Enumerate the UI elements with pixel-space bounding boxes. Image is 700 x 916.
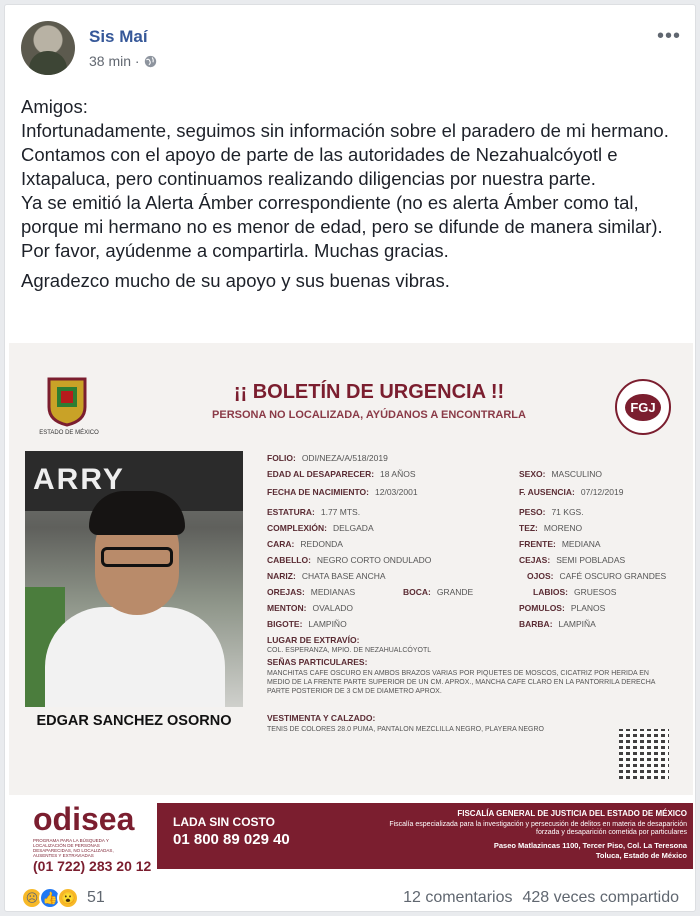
address-line-1: Paseo Matlazincas 1100, Tercer Piso, Col. La Teresona: [493, 841, 687, 850]
field-frente: FRENTE: MEDIANA: [519, 539, 601, 549]
post-text: [21, 95, 681, 299]
lada-label: LADA SIN COSTO: [173, 815, 276, 829]
field-peso: PESO: 71 KGS.: [519, 507, 584, 517]
like-reaction-icon: 👍: [39, 887, 61, 909]
field-nariz: NARIZ: CHATA BASE ANCHA: [267, 571, 386, 581]
fgj-label: FGJ: [625, 394, 660, 421]
field-tez: TEZ: MORENO: [519, 523, 583, 533]
field-folio: FOLIO: ODI/NEZA/A/518/2019: [267, 453, 388, 463]
field-cejas: CEJAS: SEMI POBLADAS: [519, 555, 626, 565]
lada-number: 01 800 89 029 40: [173, 831, 290, 848]
person-details: [9, 343, 693, 763]
avatar[interactable]: [21, 21, 75, 75]
field-labios: LABIOS: GRUESOS: [533, 587, 617, 597]
address-line-2: Toluca, Estado de México: [595, 851, 687, 860]
shares-count[interactable]: 428 veces compartido: [522, 889, 679, 906]
field-cabello: CABELLO: NEGRO CORTO ONDULADO: [267, 555, 432, 565]
field-boca: BOCA: GRANDE: [403, 587, 474, 597]
facebook-post: [4, 4, 696, 912]
field-vestimenta-label: VESTIMENTA Y CALZADO:: [267, 713, 376, 723]
field-lugar-label: LUGAR DE EXTRAVÍO:: [267, 635, 360, 645]
comments-count[interactable]: 12 comentarios: [403, 889, 513, 906]
author-name[interactable]: Sis Maí: [89, 27, 148, 46]
odisea-phone: (01 722) 283 20 12: [33, 858, 152, 874]
field-senas-label: SEÑAS PARTICULARES:: [267, 657, 368, 667]
field-fecha-nacimiento: FECHA DE NACIMIENTO: 12/03/2001: [267, 487, 418, 497]
reactions-summary[interactable]: [21, 887, 105, 909]
more-options-icon[interactable]: •••: [656, 25, 681, 47]
poster-subtitle: PERSONA NO LOCALIZADA, AYÚDANOS A ENCONTRARLA: [212, 409, 526, 421]
timestamp[interactable]: 38 min ·: [89, 53, 140, 69]
odisea-logo: [13, 801, 153, 874]
missing-person-poster[interactable]: [9, 343, 693, 873]
field-estatura: ESTATURA: 1.77 MTS.: [267, 507, 361, 517]
estado-label: ESTADO DE MÉXICO: [39, 430, 99, 436]
poster-footer: [9, 795, 693, 873]
post-meta: [89, 53, 157, 69]
qr-code[interactable]: [619, 729, 669, 779]
post-stats: [403, 889, 679, 907]
photo-store-sign: ARRY: [25, 451, 243, 511]
field-bigote: BIGOTE: LAMPIÑO: [267, 619, 347, 629]
sad-reaction-icon: ☹: [21, 887, 43, 909]
contact-band: [157, 803, 693, 869]
field-cara: CARA: REDONDA: [267, 539, 343, 549]
wow-reaction-icon: 😮: [57, 887, 79, 909]
field-barba: BARBA: LAMPIÑA: [519, 619, 596, 629]
field-pomulos: POMULOS: PLANOS: [519, 603, 606, 613]
poster-title: ¡¡ BOLETÍN DE URGENCIA !!: [233, 381, 505, 403]
odisea-subtitle: PROGRAMA PARA LA BÚSQUEDA Y LOCALIZACIÓN DE PERSONAS DESAPARECIDAS, NO LOCALIZADAS, AUSENTES Y EXTRAVIADAS: [33, 838, 114, 858]
post-paragraph-2: Agradezco mucho de su apoyo y sus buenas vibras.: [21, 270, 450, 291]
field-lugar: COL. ESPERANZA, MPIO. DE NEZAHUALCÓYOTL: [267, 647, 432, 654]
field-ojos: OJOS: CAFÉ OSCURO GRANDES: [527, 571, 667, 581]
post-paragraph-1: Amigos: Infortunadamente, seguimos sin información sobre el paradero de mi hermano. Contamos con el apoyo de parte de las autoridades de Nezahualcóyotl e Ixtapaluca, pero continuamos realizando diligencias por nuestra parte. Ya se emitió la Alerta Ámber correspondiente (no es alerta Ámber como tal, porque mi hermano no es menor de edad, pero se difunde de manera similar). Por favor, ayúdenme a compartirla. Muchas gracias.: [21, 96, 669, 261]
field-sexo: SEXO: MASCULINO: [519, 469, 602, 479]
reaction-count[interactable]: 51: [87, 889, 105, 906]
fiscalia-title: FISCALÍA GENERAL DE JUSTICIA DEL ESTADO DE MÉXICO: [457, 809, 687, 818]
field-complexion: COMPLEXIÓN: DELGADA: [267, 523, 374, 533]
field-vestimenta: TENIS DE COLORES 28.0 PUMA, PANTALON MEZCLILLA NEGRO, PLAYERA NEGRO: [267, 726, 544, 733]
field-edad: EDAD AL DESAPARECER: 18 AÑOS: [267, 469, 416, 479]
field-menton: MENTON: OVALADO: [267, 603, 353, 613]
fiscalia-subtitle: Fiscalía especializada para la investigación y persecusión de delitos en materia de desaparición forzada y desaparición cometida por particulares: [389, 821, 687, 836]
odisea-wordmark: odisea: [33, 801, 135, 837]
person-name: EDGAR SANCHEZ OSORNO: [36, 713, 232, 729]
field-senas: MANCHITAS CAFE OSCURO EN AMBOS BRAZOS VARIAS POR PIQUETES DE MOSCOS, CICATRIZ POR HERIDA EN MEDIO DE LA FRENTE PARTE SUPERIOR DE UN CM. APROX., MANCHA CAFE CLARO EN LA PANTORRILA DERECHA PARTE POSTERIOR DE 3 CM DE DIAMETRO APROX.: [267, 670, 656, 695]
field-orejas: OREJAS: MEDIANAS: [267, 587, 356, 597]
field-ausencia: F. AUSENCIA: 07/12/2019: [519, 487, 624, 497]
globe-icon: [144, 55, 157, 68]
post-header: [21, 21, 681, 81]
fiscalia-address: [387, 841, 687, 861]
